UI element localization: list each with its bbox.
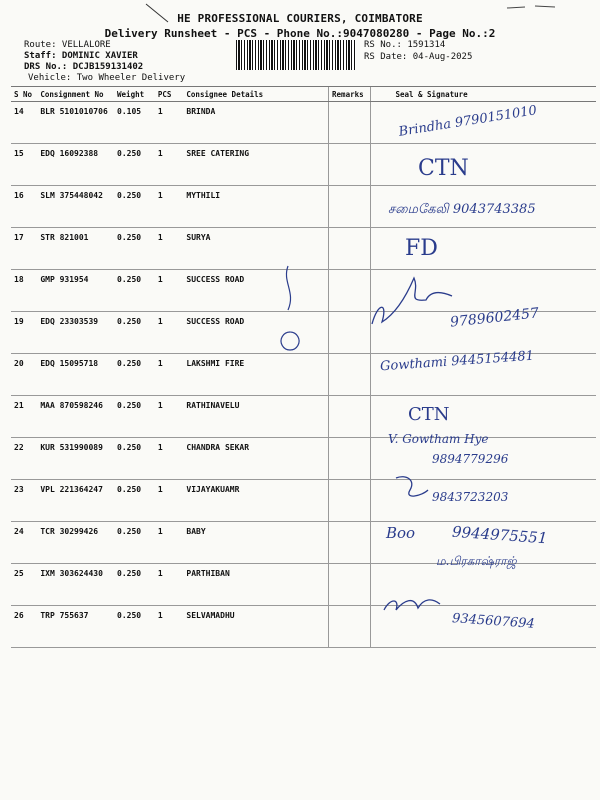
sno-cell: 24 [11, 522, 37, 564]
pcs-cell: 1 [155, 438, 184, 480]
pcs-cell: 1 [155, 144, 184, 186]
sno-cell: 21 [11, 396, 37, 438]
handwritten-signature: Brindha 9790151010 [397, 103, 538, 140]
col-header-remarks: Remarks [329, 87, 371, 102]
consignee-cell: LAKSHMI FIRE [183, 354, 328, 396]
barcode [236, 40, 356, 70]
pcs-cell: 1 [155, 102, 184, 144]
consignee-cell: RATHINAVELU [183, 396, 328, 438]
sno-cell: 25 [11, 564, 37, 606]
pcs-cell: 1 [155, 186, 184, 228]
consignee-cell: SURYA [183, 228, 328, 270]
remarks-cell [329, 438, 371, 480]
remarks-cell [329, 186, 371, 228]
remarks-cell [329, 522, 371, 564]
drs-number: DRS No.: DCJB159131402 [24, 62, 144, 72]
rs-number: RS No.: 1591314 [364, 40, 446, 50]
sno-cell: 19 [11, 312, 37, 354]
handwritten-mark: CTN [408, 404, 450, 425]
weight-cell: 0.250 [114, 228, 155, 270]
col-header-pcs: PCS [155, 87, 184, 102]
handwritten-bracket-mark [278, 262, 308, 352]
handwritten-signature: V. Gowtham Hye [388, 432, 489, 446]
handwritten-phone: 9789602457 [449, 305, 540, 331]
sno-cell: 26 [11, 606, 37, 648]
consignment-cell: KUR 531990089 [37, 438, 114, 480]
consignee-cell: MYTHILI [183, 186, 328, 228]
handwritten-mark: CTN [418, 156, 469, 181]
col-header-weight: Weight [114, 87, 155, 102]
consignment-cell: GMP 931954 [37, 270, 114, 312]
scan-mark-top-right [505, 0, 565, 16]
handwritten-phone: 9843723203 [432, 490, 509, 504]
weight-cell: 0.250 [114, 564, 155, 606]
remarks-cell [329, 480, 371, 522]
consignee-cell: BABY [183, 522, 328, 564]
pcs-cell: 1 [155, 606, 184, 648]
handwritten-signature: Boo [386, 524, 416, 542]
weight-cell: 0.250 [114, 606, 155, 648]
remarks-cell [329, 564, 371, 606]
consignment-cell: EDQ 16092388 [37, 144, 114, 186]
pcs-cell: 1 [155, 312, 184, 354]
weight-cell: 0.250 [114, 312, 155, 354]
handwritten-signature: ம.பிரகாஷ்ராஜ் [436, 554, 517, 568]
consignee-cell: VIJAYAKUAMR [183, 480, 328, 522]
handwritten-phone: 9894779296 [432, 452, 509, 466]
consignee-cell: SUCCESS ROAD [183, 312, 328, 354]
rs-date: RS Date: 04-Aug-2025 [364, 52, 473, 62]
route-label: Route: VELLALORE [24, 40, 111, 50]
col-header-signature: Seal & Signature [371, 87, 596, 102]
weight-cell: 0.250 [114, 522, 155, 564]
sno-cell: 23 [11, 480, 37, 522]
weight-cell: 0.250 [114, 396, 155, 438]
remarks-cell [329, 228, 371, 270]
handwritten-signature-scribble [368, 272, 458, 332]
handwritten-signature-scribble [392, 470, 432, 504]
col-header-sno: S No [11, 87, 37, 102]
pcs-cell: 1 [155, 228, 184, 270]
consignee-cell: BRINDA [183, 102, 328, 144]
remarks-cell [329, 102, 371, 144]
col-header-consignment: Consignment No [37, 87, 114, 102]
weight-cell: 0.105 [114, 102, 155, 144]
remarks-cell [329, 312, 371, 354]
pcs-cell: 1 [155, 396, 184, 438]
table-row [11, 144, 596, 186]
weight-cell: 0.250 [114, 438, 155, 480]
remarks-cell [329, 270, 371, 312]
weight-cell: 0.250 [114, 186, 155, 228]
consignee-cell: PARTHIBAN [183, 564, 328, 606]
consignment-cell: EDQ 15095718 [37, 354, 114, 396]
signature-cell [371, 144, 596, 186]
handwritten-signature-scribble [380, 590, 450, 618]
remarks-cell [329, 396, 371, 438]
document-title: HE PROFESSIONAL COURIERS, COIMBATORE [177, 12, 423, 25]
table-row [11, 396, 596, 438]
consignment-cell: MAA 870598246 [37, 396, 114, 438]
pcs-cell: 1 [155, 270, 184, 312]
weight-cell: 0.250 [114, 480, 155, 522]
consignment-cell: BLR 5101010706 [37, 102, 114, 144]
scan-mark-stroke [140, 0, 200, 24]
consignee-cell: SUCCESS ROAD [183, 270, 328, 312]
pcs-cell: 1 [155, 522, 184, 564]
consignment-cell: IXM 303624430 [37, 564, 114, 606]
sno-cell: 22 [11, 438, 37, 480]
handwritten-signature: சமைகேலி 9043743385 [388, 202, 536, 217]
sno-cell: 16 [11, 186, 37, 228]
pcs-cell: 1 [155, 480, 184, 522]
consignment-cell: TCR 30299426 [37, 522, 114, 564]
handwritten-mark: FD [405, 236, 438, 261]
remarks-cell [329, 354, 371, 396]
consignment-cell: VPL 221364247 [37, 480, 114, 522]
consignment-cell: TRP 755637 [37, 606, 114, 648]
consignee-cell: SELVAMADHU [183, 606, 328, 648]
consignment-cell: SLM 375448042 [37, 186, 114, 228]
remarks-cell [329, 144, 371, 186]
col-header-consignee: Consignee Details [183, 87, 328, 102]
handwritten-phone: 9944975551 [451, 522, 548, 548]
vehicle-label: Vehicle: Two Wheeler Delivery [28, 73, 186, 83]
table-header-row [11, 87, 596, 102]
sno-cell: 14 [11, 102, 37, 144]
sno-cell: 20 [11, 354, 37, 396]
staff-label: Staff: DOMINIC XAVIER [24, 51, 138, 61]
weight-cell: 0.250 [114, 270, 155, 312]
weight-cell: 0.250 [114, 354, 155, 396]
document-subtitle: Delivery Runsheet - PCS - Phone No.:9047080280 - Page No.:2 [104, 27, 496, 40]
sno-cell: 15 [11, 144, 37, 186]
sno-cell: 18 [11, 270, 37, 312]
consignment-cell: STR 821001 [37, 228, 114, 270]
handwritten-signature: Gowthami 9445154481 [379, 348, 535, 375]
consignment-cell: EDQ 23303539 [37, 312, 114, 354]
pcs-cell: 1 [155, 354, 184, 396]
sno-cell: 17 [11, 228, 37, 270]
remarks-cell [329, 606, 371, 648]
weight-cell: 0.250 [114, 144, 155, 186]
consignee-cell: SREE CATERING [183, 144, 328, 186]
consignee-cell: CHANDRA SEKAR [183, 438, 328, 480]
handwritten-phone: 9345607694 [451, 611, 536, 632]
pcs-cell: 1 [155, 564, 184, 606]
